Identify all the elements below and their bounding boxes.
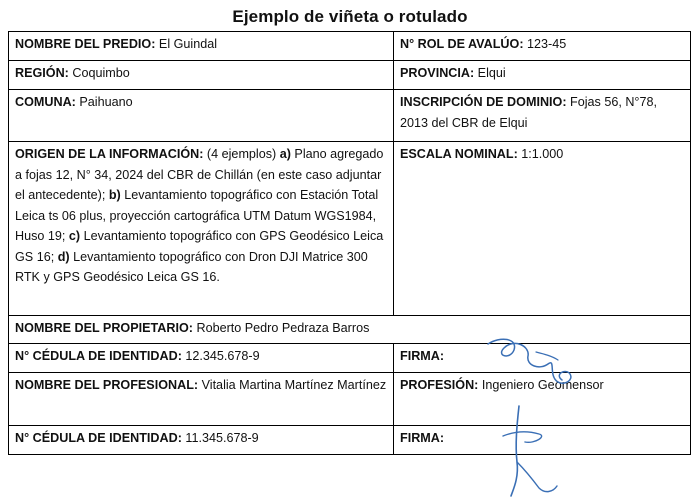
origen-item-text: Levantamiento topográfico con Estación Total Leica ts 06 plus, proyección cartográfica UTM Datum WGS1984, Huso 19; [15,188,379,243]
page-title: Ejemplo de viñeta o rotulado [232,7,468,26]
property-label-table [8,31,691,455]
profesional-cell [9,373,394,426]
inscripcion-cell [394,90,691,142]
rol-label: N° ROL DE AVALÚO: [400,37,524,51]
cedula-propietario-value: 12.345.678-9 [181,349,260,363]
firma-propietario-label: FIRMA: [400,349,445,363]
origen-item-letter: d) [57,249,70,264]
predio-cell [9,32,394,61]
propietario-cell [9,316,691,344]
firma-profesional-cell [394,426,691,455]
cedula-profesional-label: N° CÉDULA DE IDENTIDAD: [15,431,182,445]
table-row [9,32,691,61]
region-label: REGIÓN: [15,66,69,80]
origen-label: ORIGEN DE LA INFORMACIÓN: [15,147,204,161]
firma-propietario-cell [394,344,691,373]
escala-value: 1:1.000 [517,147,564,161]
firma-profesional-label: FIRMA: [400,431,445,445]
profesional-value: Vitalia Martina Martínez Martínez [198,378,387,392]
predio-label: NOMBRE DEL PREDIO: [15,37,156,51]
table-row [9,316,691,344]
propietario-value: Roberto Pedro Pedraza Barros [192,321,370,335]
profesion-value: Ingeniero Geomensor [478,378,604,392]
provincia-label: PROVINCIA: [400,66,475,80]
table-row [9,373,691,426]
provincia-cell [394,61,691,90]
cedula-propietario-label: N° CÉDULA DE IDENTIDAD: [15,349,182,363]
table-row [9,344,691,373]
propietario-label: NOMBRE DEL PROPIETARIO: [15,321,193,335]
predio-value: El Guindal [155,37,218,51]
comuna-cell [9,90,394,142]
comuna-value: Paihuano [75,95,133,109]
region-value: Coquimbo [68,66,130,80]
origen-intro: (4 ejemplos) [203,147,280,161]
table-row [9,90,691,142]
origen-item-letter: b) [108,188,121,202]
origen-item-text: Levantamiento topográfico con Dron DJI Matrice 300 RTK y GPS Geodésico Leica GS 16. [15,249,368,284]
cedula-profesional-cell [9,426,394,455]
profesional-label: NOMBRE DEL PROFESIONAL: [15,378,199,392]
region-cell [9,61,394,90]
comuna-label: COMUNA: [15,95,76,109]
escala-cell [394,142,691,316]
origen-item-text: Plano agregado a fojas 12, N° 34, 2024 del CBR de Chillán (en este caso adjuntar el antecedente); [15,147,384,202]
origen-item-letter: c) [68,229,81,243]
origen-cell [9,142,394,316]
cedula-profesional-value: 11.345.678-9 [181,431,259,445]
table-row [9,61,691,90]
profesion-cell [394,373,691,426]
inscripcion-label: INSCRIPCIÓN DE DOMINIO: [400,95,567,109]
table-row [9,142,691,316]
profesion-label: PROFESIÓN: [400,378,479,392]
provincia-value: Elqui [474,66,506,80]
rol-cell [394,32,691,61]
signature-stroke [517,462,557,492]
origen-item-letter: a) [279,147,291,161]
table-row [9,426,691,455]
inscripcion-value: Fojas 56, N°78, 2013 del CBR de Elqui [400,95,657,130]
cedula-propietario-cell [9,344,394,373]
origen-item-text: Levantamiento topográfico con GPS Geodésico Leica GS 16; [15,229,384,264]
rol-value: 123-45 [523,37,567,51]
escala-label: ESCALA NOMINAL: [400,147,518,161]
